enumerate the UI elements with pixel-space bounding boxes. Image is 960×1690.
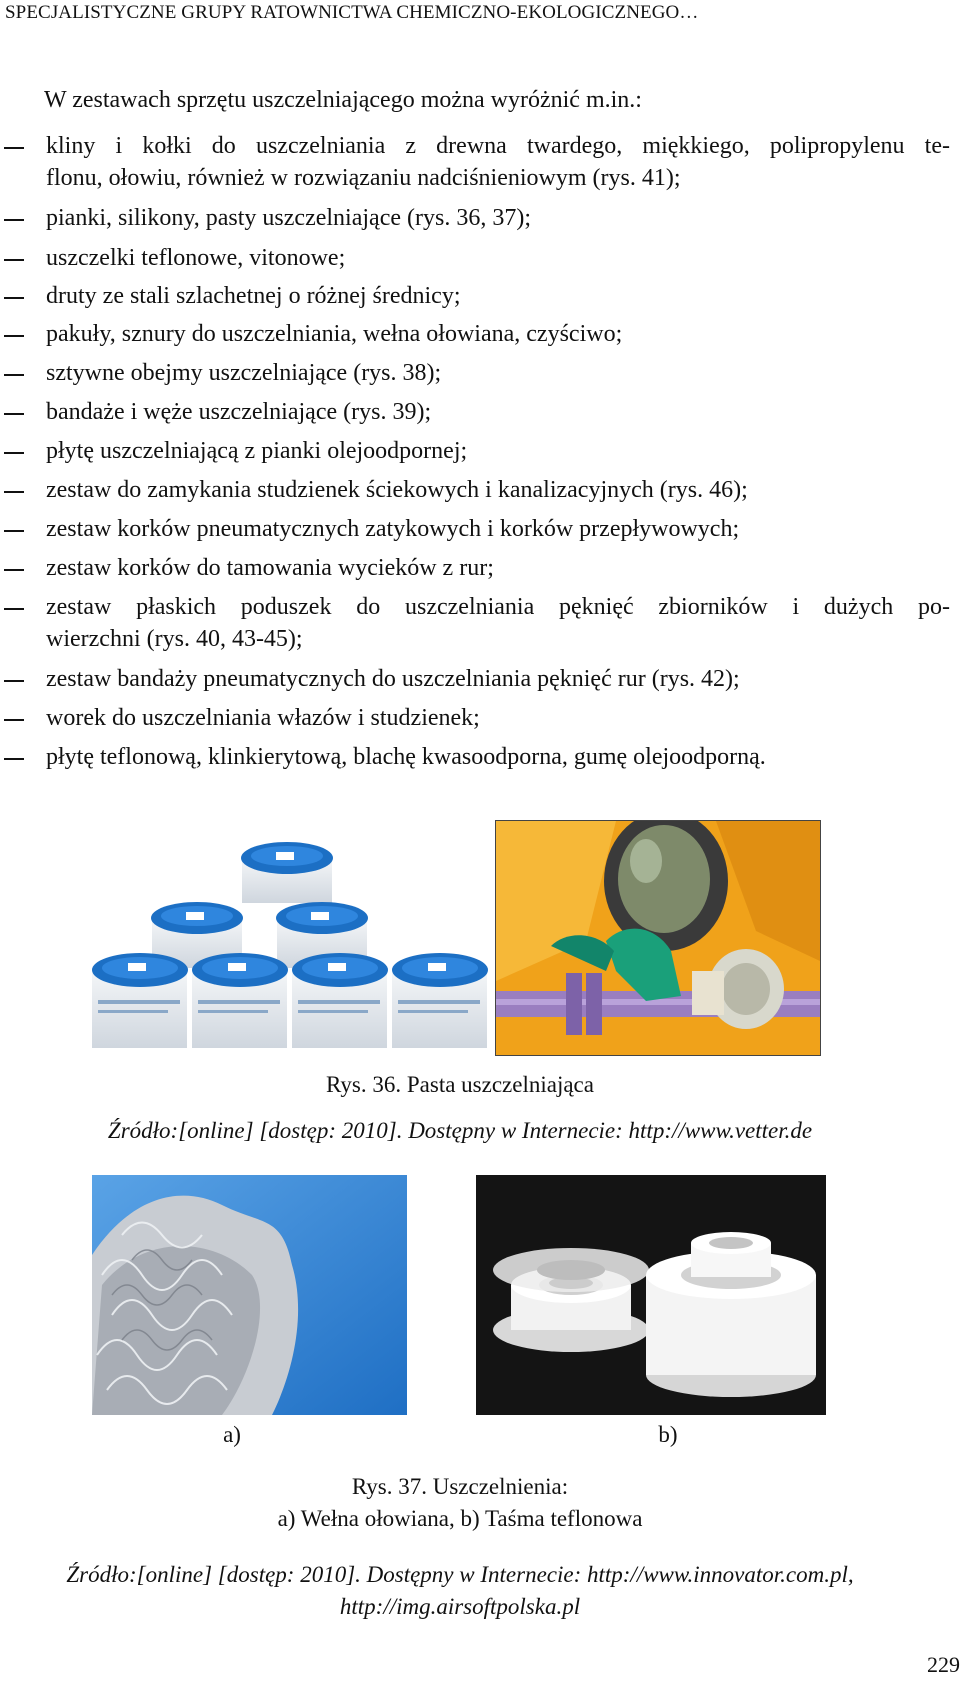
list-item xyxy=(0,202,960,242)
figure-37-label-b: b) xyxy=(658,1422,678,1447)
list-item xyxy=(0,552,960,591)
list-item-line: uszczelki teflonowe, vitonowe; xyxy=(46,245,346,271)
list-item xyxy=(0,318,960,357)
list-item-line: zestaw bandaży pneumatycznych do uszczelniania pęknięć rur (rys. 42); xyxy=(46,666,740,692)
list-item-line: zestaw płaskich poduszek do uszczelniania pęknięć zbiorników i dużych po- xyxy=(46,594,950,620)
list-item-line: pianki, silikony, pasty uszczelniające (rys. 36, 37); xyxy=(46,205,531,231)
list-item xyxy=(0,474,960,513)
list-item xyxy=(0,357,960,396)
list-item xyxy=(0,741,960,780)
sealing-paste-jars-photo xyxy=(92,840,492,1050)
list-item xyxy=(0,702,960,741)
list-item xyxy=(0,513,960,552)
list-item-line: płytę uszczelniającą z pianki olejoodpornej; xyxy=(46,438,468,464)
equipment-list xyxy=(0,130,960,780)
list-item-line: wierzchni (rys. 40, 43-45); xyxy=(46,626,303,652)
list-item-line: kliny i kołki do uszczelniania z drewna twardego, miękkiego, polipropylenu te- xyxy=(46,133,950,159)
list-item-line: flonu, ołowiu, również w rozwiązaniu nadciśnieniowym (rys. 41); xyxy=(46,165,681,191)
list-item xyxy=(0,435,960,474)
list-item-line: zestaw do zamykania studzienek ściekowych i kanalizacyjnych (rys. 46); xyxy=(46,477,748,503)
list-item-line: sztywne obejmy uszczelniające (rys. 38); xyxy=(46,360,442,386)
list-item-line: bandaże i węże uszczelniające (rys. 39); xyxy=(46,399,432,425)
running-header: SPECJALISTYCZNE GRUPY RATOWNICTWA CHEMICZNO-EKOLOGICZNEGO… xyxy=(5,2,699,23)
figure-36-source: Źródło:[online] [dostęp: 2010]. Dostępny w Internecie: http://www.vetter.de xyxy=(107,1118,813,1143)
list-item xyxy=(0,280,960,318)
list-item xyxy=(0,242,960,280)
list-item-line: worek do uszczelniania włazów i studzienek; xyxy=(46,705,480,731)
list-item xyxy=(0,663,960,702)
list-item-line: druty ze stali szlachetnej o różnej średnicy; xyxy=(46,283,461,309)
figure-37-caption-line1: Rys. 37. Uszczelnienia: xyxy=(351,1474,569,1499)
figure-36-caption: Rys. 36. Pasta uszczelniająca xyxy=(326,1072,594,1097)
list-item xyxy=(0,396,960,435)
figure-37-label-a: a) xyxy=(223,1422,241,1447)
list-item-line: zestaw korków pneumatycznych zatykowych i korków przepływowych; xyxy=(46,516,740,542)
lead-wool-photo xyxy=(92,1175,407,1415)
list-item xyxy=(0,130,960,202)
list-item xyxy=(0,591,960,663)
list-item-line: pakuły, sznury do uszczelniania, wełna ołowiana, czyściwo; xyxy=(46,321,623,347)
list-item-line: zestaw korków do tamowania wycieków z rur; xyxy=(46,555,494,581)
teflon-tape-photo xyxy=(476,1175,826,1415)
figure-37-caption-line2: a) Wełna ołowiana, b) Taśma teflonowa xyxy=(277,1506,643,1531)
figure-37-source-line2: http://img.airsoftpolska.pl xyxy=(339,1594,581,1619)
list-item-line: płytę teflonową, klinkierytową, blachę kwasoodporna, gumę olejoodporną. xyxy=(46,744,766,770)
intro-text: W zestawach sprzętu uszczelniającego można wyróżnić m.in.: xyxy=(44,87,642,113)
figure-37-source-line1: Źródło:[online] [dostęp: 2010]. Dostępny w Internecie: http://www.innovator.com.pl, xyxy=(66,1562,854,1587)
rescuer-sealing-pipe-photo xyxy=(495,820,821,1056)
page-number: 229 xyxy=(927,1652,960,1677)
